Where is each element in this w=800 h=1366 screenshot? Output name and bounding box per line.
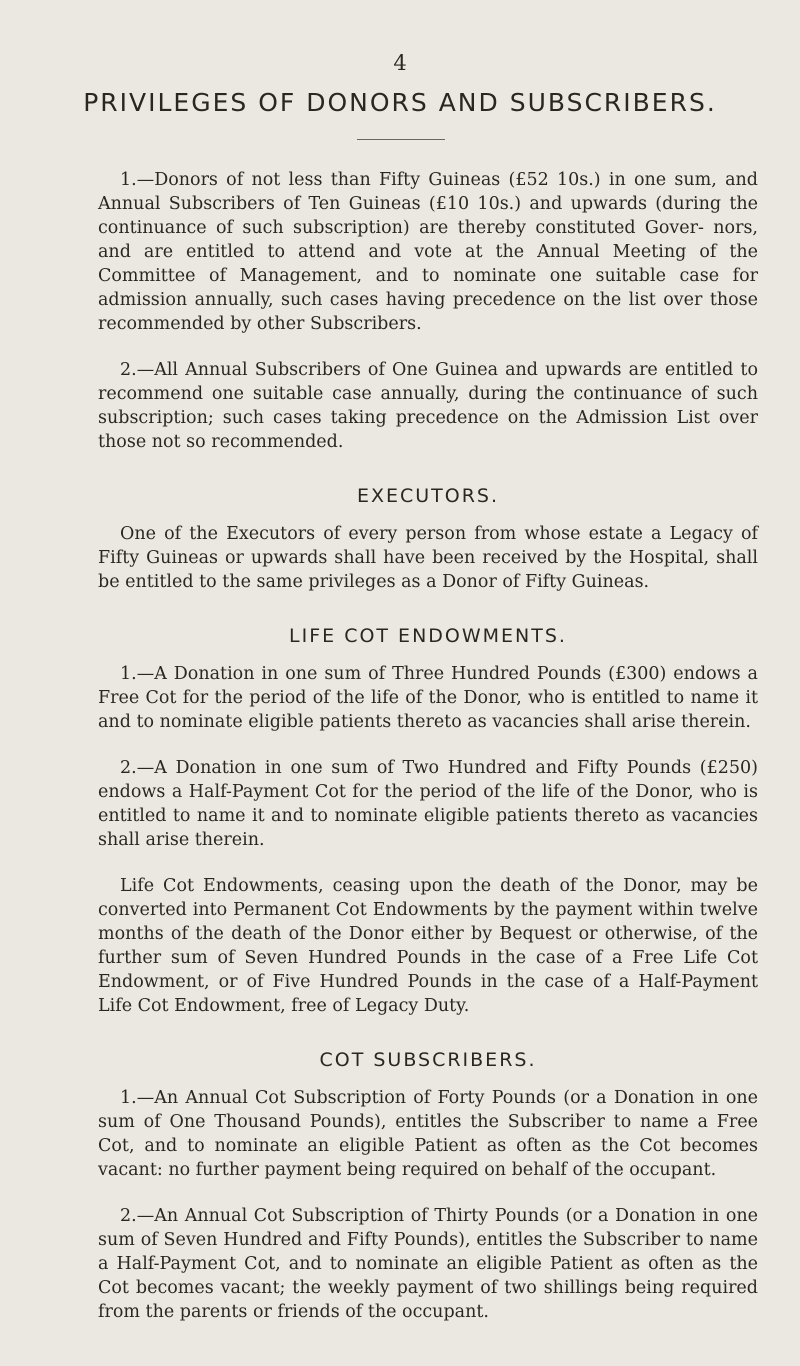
donors-paragraph-1: 1.—Donors of not less than Fifty Guineas (£52 10s.) in one sum, and Annual Subscribers of Ten Guineas (£10 10s.) and upwards (during the continuance of such subscription) are thereby constituted Gover- nors, and are entitled to attend and vote at the Annual Meeting of the Committee of Management, and to nominate one suitable case for admission annually, such cases having precedence on the list over those recommended by other Subscribers.: [98, 170, 758, 334]
cot-subscribers-paragraph-1: 1.—An Annual Cot Subscription of Forty Pounds (or a Donation in one sum of One Thousand Pounds), entitles the Subscriber to name a Free Cot, and to nominate an eligible Patient as often as the Cot becomes vacant: no further payment being required on behalf of the occupant.: [98, 1088, 758, 1180]
life-cot-paragraph-3: Life Cot Endowments, ceasing upon the death of the Donor, may be converted into Permanent Cot Endowments by the payment within twelve months of the death of the Donor either by Bequest or otherwise, of the further sum of Seven Hundred Pounds in the case of a Free Life Cot Endowment, or of Five Hundred Pounds in the case of a Half-Payment Life Cot Endowment, free of Legacy Duty.: [98, 876, 758, 1016]
executors-heading: EXECUTORS.: [356, 485, 500, 507]
title-divider: [357, 139, 445, 140]
donors-paragraph-2: 2.—All Annual Subscribers of One Guinea and upwards are entitled to recommend one suitable case annually, during the continuance of such subscription; such cases taking precedence on the Admission List over those not so recommended.: [98, 360, 758, 452]
document-body: [98, 168, 758, 1324]
cot-subscribers-paragraph-2: 2.—An Annual Cot Subscription of Thirty Pounds (or a Donation in one sum of Seven Hundred and Fifty Pounds), entitles the Subscriber to name a Half-Payment Cot, and to nominate an eligible Patient as often as the Cot becomes vacant; the weekly payment of two shillings being required from the parents or friends of the occupant.: [98, 1206, 758, 1322]
life-cot-section: [98, 624, 758, 1018]
cot-subscribers-heading: COT SUBSCRIBERS.: [319, 1049, 537, 1071]
executors-paragraph: One of the Executors of every person from whose estate a Legacy of Fifty Guineas or upwards shall have been received by the Hospital, shall be entitled to the same privileges as a Donor of Fifty Guineas.: [98, 524, 758, 592]
page-number: 4: [393, 51, 407, 75]
page-title: PRIVILEGES OF DONORS AND SUBSCRIBERS.: [83, 88, 717, 117]
life-cot-paragraph-1: 1.—A Donation in one sum of Three Hundred Pounds (£300) endows a Free Cot for the period of the life of the Donor, who is entitled to name it and to nominate eligible patients thereto as vacancies shall arise therein.: [98, 664, 758, 732]
life-cot-heading: LIFE COT ENDOWMENTS.: [289, 625, 567, 647]
executors-section: [98, 484, 758, 594]
cot-subscribers-section: [98, 1048, 758, 1324]
life-cot-paragraph-2: 2.—A Donation in one sum of Two Hundred and Fifty Pounds (£250) endows a Half-Payment Cot for the period of the life of the Donor, who is entitled to name it and to nominate eligible patients thereto as vacancies shall arise therein.: [98, 758, 758, 850]
donors-section: [98, 168, 758, 454]
